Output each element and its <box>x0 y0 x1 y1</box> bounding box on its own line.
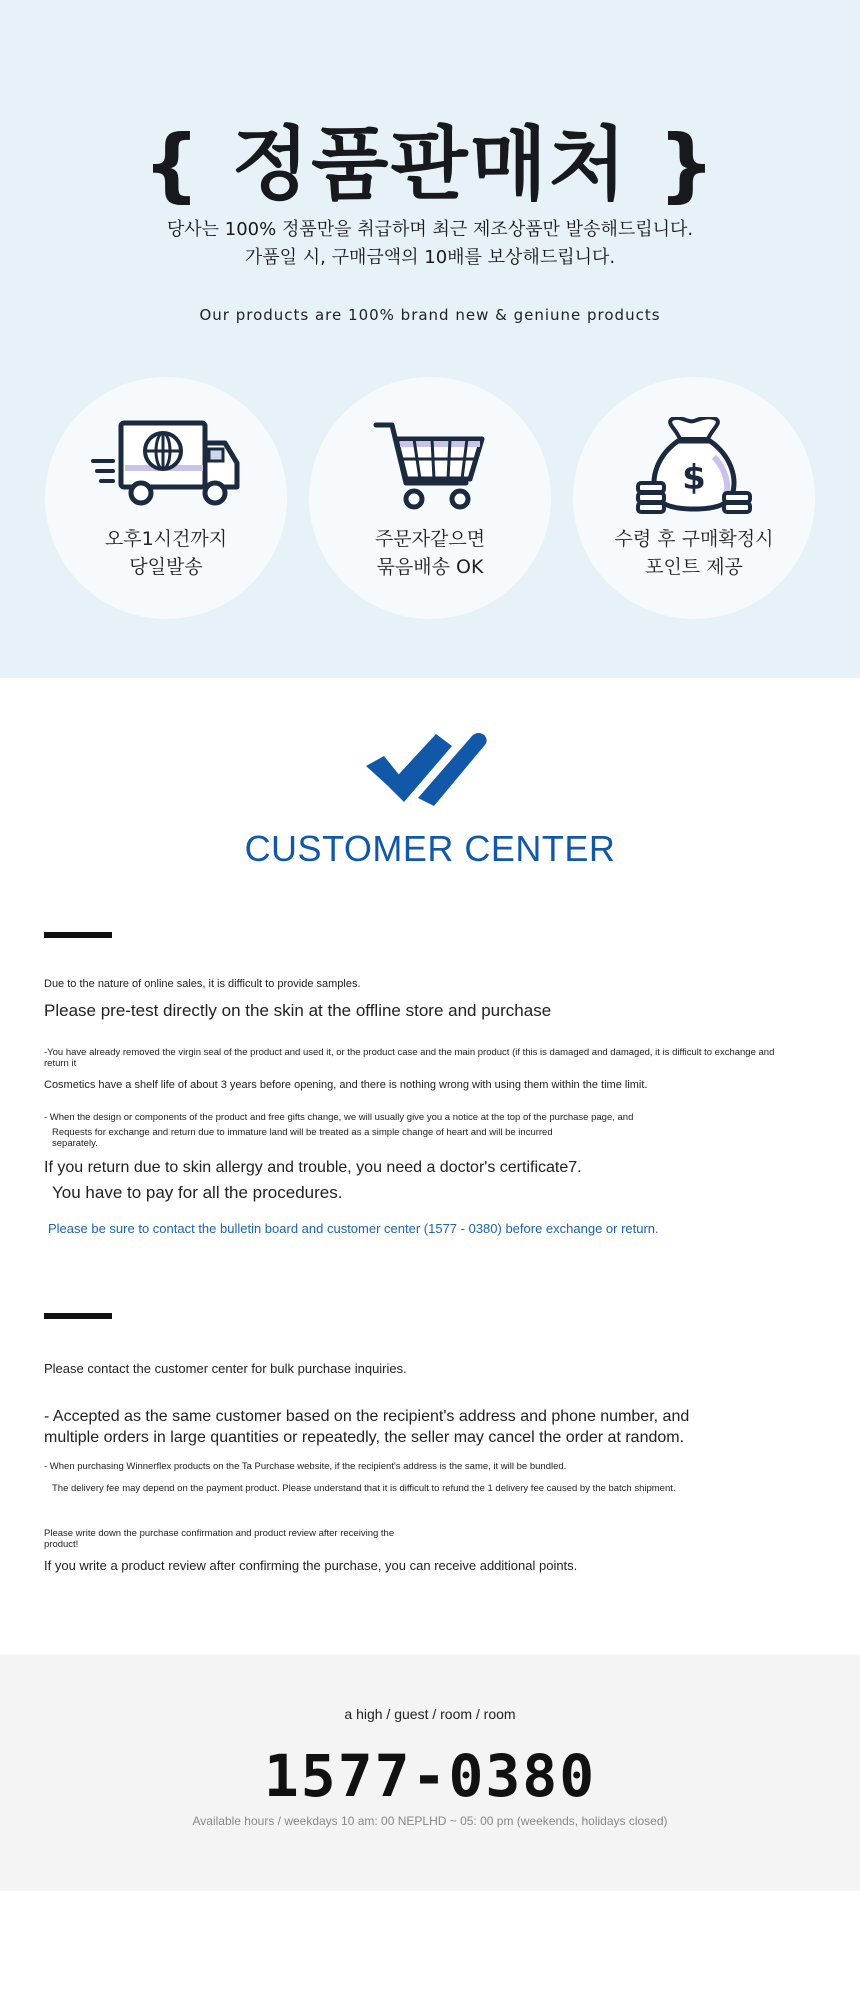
feature-purchase-points <box>573 377 815 619</box>
notice-item: - When purchasing Winnerflex products on the Ta Purchase website, if the recipient's address is the same, it will be bundled. <box>44 1461 567 1472</box>
feature-caption-line-2: 묶음배송 OK <box>376 556 484 578</box>
feature-caption-line-1: 오후1시건까지 <box>104 528 228 550</box>
notice-item: You have to pay for all the procedures. <box>52 1183 343 1202</box>
notice-item: - When the design or components of the product and free gifts change, we will usually give you a notice at the top of the purchase page, and <box>44 1112 634 1123</box>
guarantee-line-1: 당사는 100% 정품만을 취급하며 최근 제조상품만 발송해드립니다. <box>166 219 694 240</box>
delivery-truck-icon <box>91 417 241 517</box>
notice-intro: Due to the nature of online sales, it is difficult to provide samples. <box>44 978 361 990</box>
money-bag-icon <box>634 417 754 517</box>
feature-caption <box>45 525 287 581</box>
business-hours: Available hours / weekdays 10 am: 00 NEPLHD ~ 05: 00 pm (weekends, holidays closed) <box>192 1814 668 1828</box>
notice-item: If you return due to skin allergy and trouble, you need a doctor's certificate7. <box>44 1159 582 1176</box>
guarantee-line-2: 가품일 시, 구매금액의 10배를 보상해드립니다. <box>244 247 616 268</box>
section-divider <box>44 1313 112 1319</box>
feature-same-day-shipping <box>45 377 287 619</box>
contact-notice: Please be sure to contact the bulletin board and customer center (1577 - 0380) before exchange or return. <box>48 1221 659 1236</box>
notice-item: -You have already removed the virgin seal of the product and used it, or the product case and the main product (if this is damaged and damaged, it is difficult to exchange and return it <box>44 1047 775 1069</box>
feature-caption-line-1: 수령 후 구매확정시 <box>614 528 774 550</box>
customer-center-logo <box>360 730 500 810</box>
bulk-purchase-intro: Please contact the customer center for bulk purchase inquiries. <box>44 1361 407 1376</box>
notice-headline: Please pre-test directly on the skin at the offline store and purchase <box>44 1001 552 1020</box>
notice-item: Requests for exchange and return due to immature land will be treated as a simple change of heart and will be incurred separately. <box>52 1127 553 1149</box>
customer-center-title: CUSTOMER CENTER <box>244 828 616 869</box>
feature-caption <box>573 525 815 581</box>
notice-item: The delivery fee may depend on the payment product. Please understand that it is difficult to refund the 1 delivery fee caused by the batch shipment. <box>52 1483 676 1494</box>
notice-item: - Accepted as the same customer based on the recipient's address and phone number, and <box>44 1408 690 1425</box>
page-title: { 정품판매처 } <box>142 118 717 211</box>
notice-item: Please write down the purchase confirmation and product review after receiving the product! <box>44 1528 395 1550</box>
footer-label: a high / guest / room / room <box>344 1706 516 1722</box>
feature-caption-line-1: 주문자같으면 <box>374 528 486 550</box>
guarantee-english-text: Our products are 100% brand new & geniune products <box>199 306 661 324</box>
feature-caption-line-2: 당일발송 <box>129 556 203 578</box>
notice-item: Cosmetics have a shelf life of about 3 years before opening, and there is nothing wrong with using them within the time limit. <box>44 1079 648 1091</box>
phone-number[interactable]: 1577-0380 <box>263 1742 597 1810</box>
notice-item: If you write a product review after confirming the purchase, you can receive additional points. <box>44 1558 578 1573</box>
feature-caption-line-2: 포인트 제공 <box>645 556 743 578</box>
genuine-guarantee-text <box>0 216 860 272</box>
notice-item: multiple orders in large quantities or repeatedly, the seller may cancel the order at random. <box>44 1429 685 1446</box>
section-divider <box>44 932 112 938</box>
feature-caption <box>309 525 551 581</box>
feature-bundle-shipping <box>309 377 551 619</box>
svg-text:$: $ <box>682 458 706 498</box>
shopping-cart-icon <box>370 417 490 517</box>
